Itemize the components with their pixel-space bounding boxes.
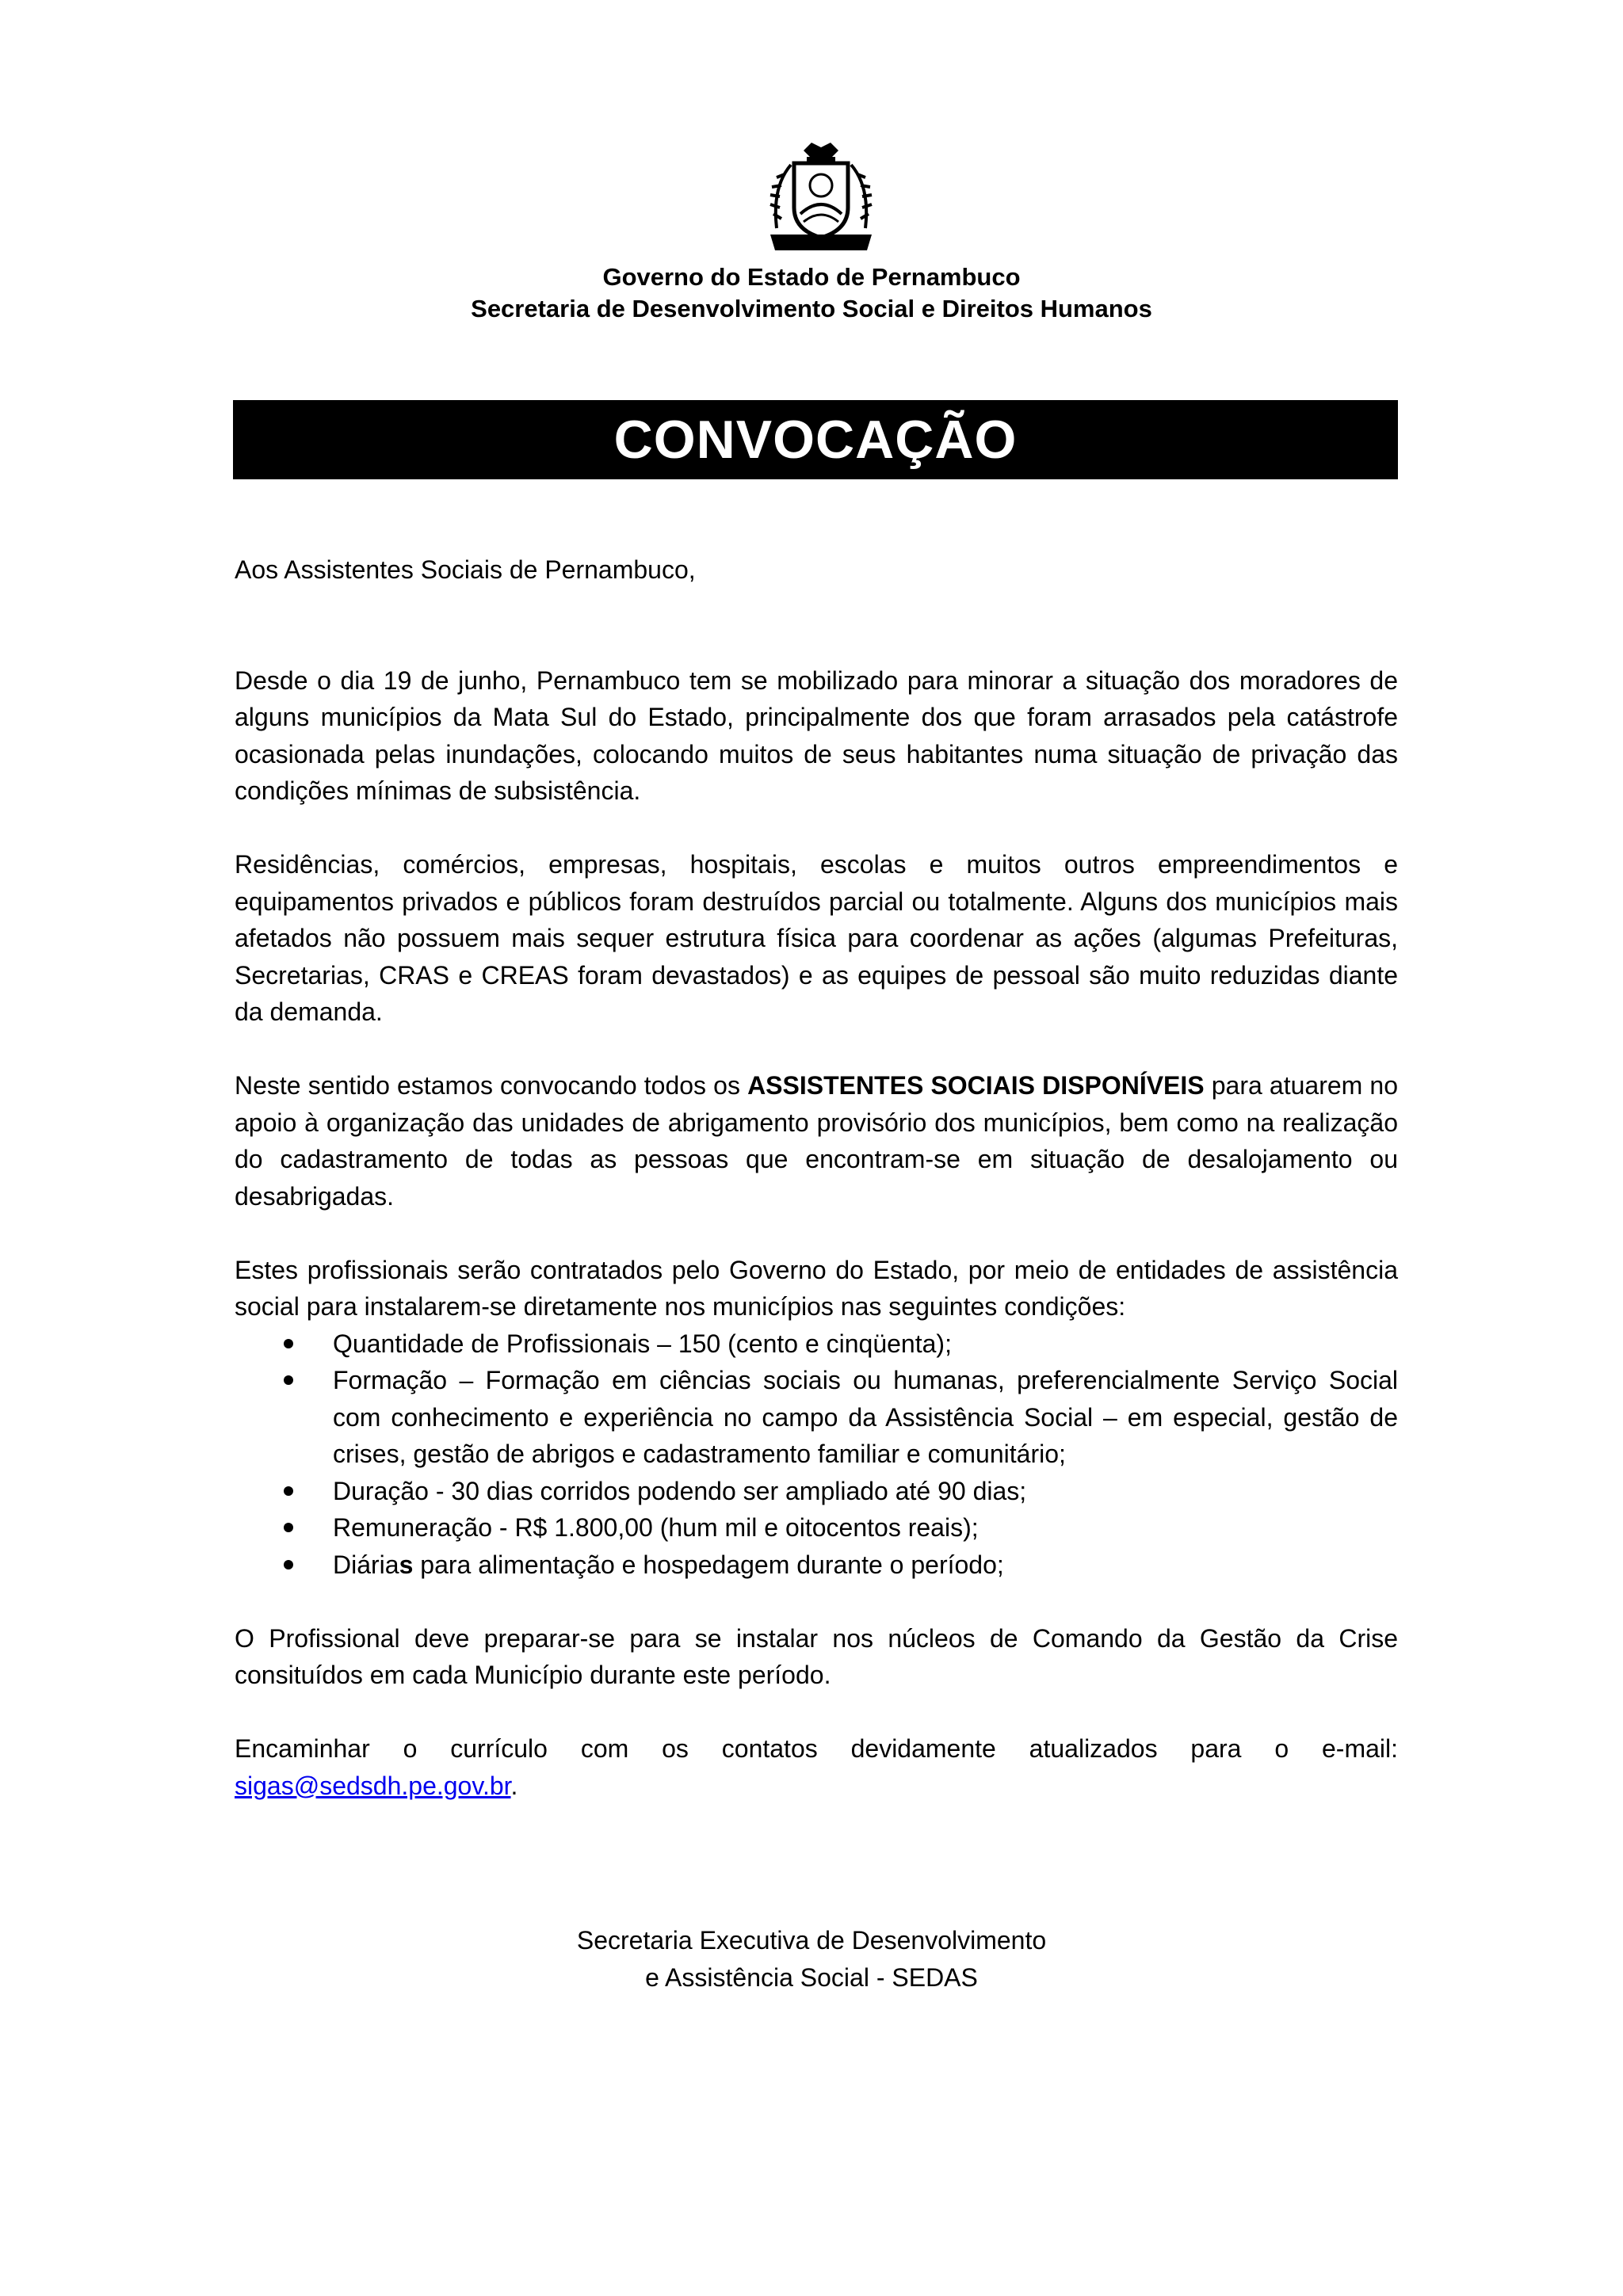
condition-daily-allowance: Diárias para alimentação e hospedagem durante o período; <box>333 1547 1398 1584</box>
email-link[interactable]: sigas@sedsdh.pe.gov.br <box>235 1771 511 1800</box>
signature-line-1: Secretaria Executiva de Desenvolvimento <box>576 1926 1047 1955</box>
paragraph-call-text-start: Neste sentido estamos convocando todos os <box>235 1071 748 1100</box>
paragraph-call <box>235 1067 1398 1215</box>
header-government-name: Governo do Estado de Pernambuco <box>602 263 1021 291</box>
signature-line-2: e Assistência Social - SEDAS <box>645 1962 978 1992</box>
paragraph-call-text-end: para atuarem no apoio à organização das unidades de abrigamento provisório dos municípios, bem como na realização do cadastramento de todas as pessoas que encontram-se em situação de desalojamento ou desabrigadas. <box>235 1071 1399 1211</box>
paragraph-send-resume: Encaminhar o currículo com os contatos devidamente atualizados para o e-mail: sigas@sedsdh.pe.gov.br. <box>235 1734 1398 1800</box>
paragraph-situation: Desde o dia 19 de junho, Pernambuco tem se mobilizado para minorar a situação dos moradores de alguns municípios da Mata Sul do Estado, principalmente dos que foram arrasados pela catástrofe ocasionada pelas inundações, colocando muitos de seus habitantes numa situação de privação das condições mínimas de subsistência. <box>235 666 1398 805</box>
header-secretariat-name: Secretaria de Desenvolvimento Social e Direitos Humanos <box>471 295 1152 322</box>
highlight-available-social-workers: ASSISTENTES SOCIAIS DISPONÍVEIS <box>747 1071 1205 1100</box>
salutation: Aos Assistentes Sociais de Pernambuco, <box>235 555 696 584</box>
condition-duration: Duração - 30 dias corridos podendo ser ampliado até 90 dias; <box>333 1473 1398 1510</box>
condition-quantity: Quantidade de Profissionais – 150 (cento e cinqüenta); <box>333 1325 1398 1363</box>
paragraph-conditions-intro: Estes profissionais serão contratados pelo Governo do Estado, por meio de entidades de assistência social para instalarem-se diretamente nos municípios nas seguintes condições: <box>235 1255 1398 1321</box>
document-title: CONVOCAÇÃO <box>233 400 1398 479</box>
send-resume-text: Encaminhar o currículo com os contatos devidamente atualizados para o e-mail: <box>235 1734 1398 1763</box>
pernambuco-coat-of-arms-icon <box>756 139 886 258</box>
signature-block <box>0 1922 1623 1996</box>
paragraph-damage: Residências, comércios, empresas, hospitais, escolas e muitos outros empreendimentos e equipamentos privados e públicos foram destruídos parcial ou totalmente. Alguns dos municípios mais afetados não possuem mais sequer estrutura física para coordenar as ações (algumas Prefeituras, Secretarias, CRAS e CREAS foram devastados) e as equipes de pessoal são muito reduzidas diante da demanda. <box>235 850 1398 1026</box>
condition-remuneration: Remuneração - R$ 1.800,00 (hum mil e oitocentos reais); <box>333 1509 1398 1547</box>
document-body <box>235 551 1398 1804</box>
conditions-list <box>235 1325 1398 1584</box>
paragraph-crisis-command: O Profissional deve preparar-se para se instalar nos núcleos de Comando da Gestão da Crise consituídos em cada Município durante este período. <box>235 1623 1398 1689</box>
condition-training: Formação – Formação em ciências sociais ou humanas, preferencialmente Serviço Social com conhecimento e experiência no campo da Assistência Social – em especial, gestão de crises, gestão de abrigos e cadastramento familiar e comunitário; <box>333 1362 1398 1473</box>
